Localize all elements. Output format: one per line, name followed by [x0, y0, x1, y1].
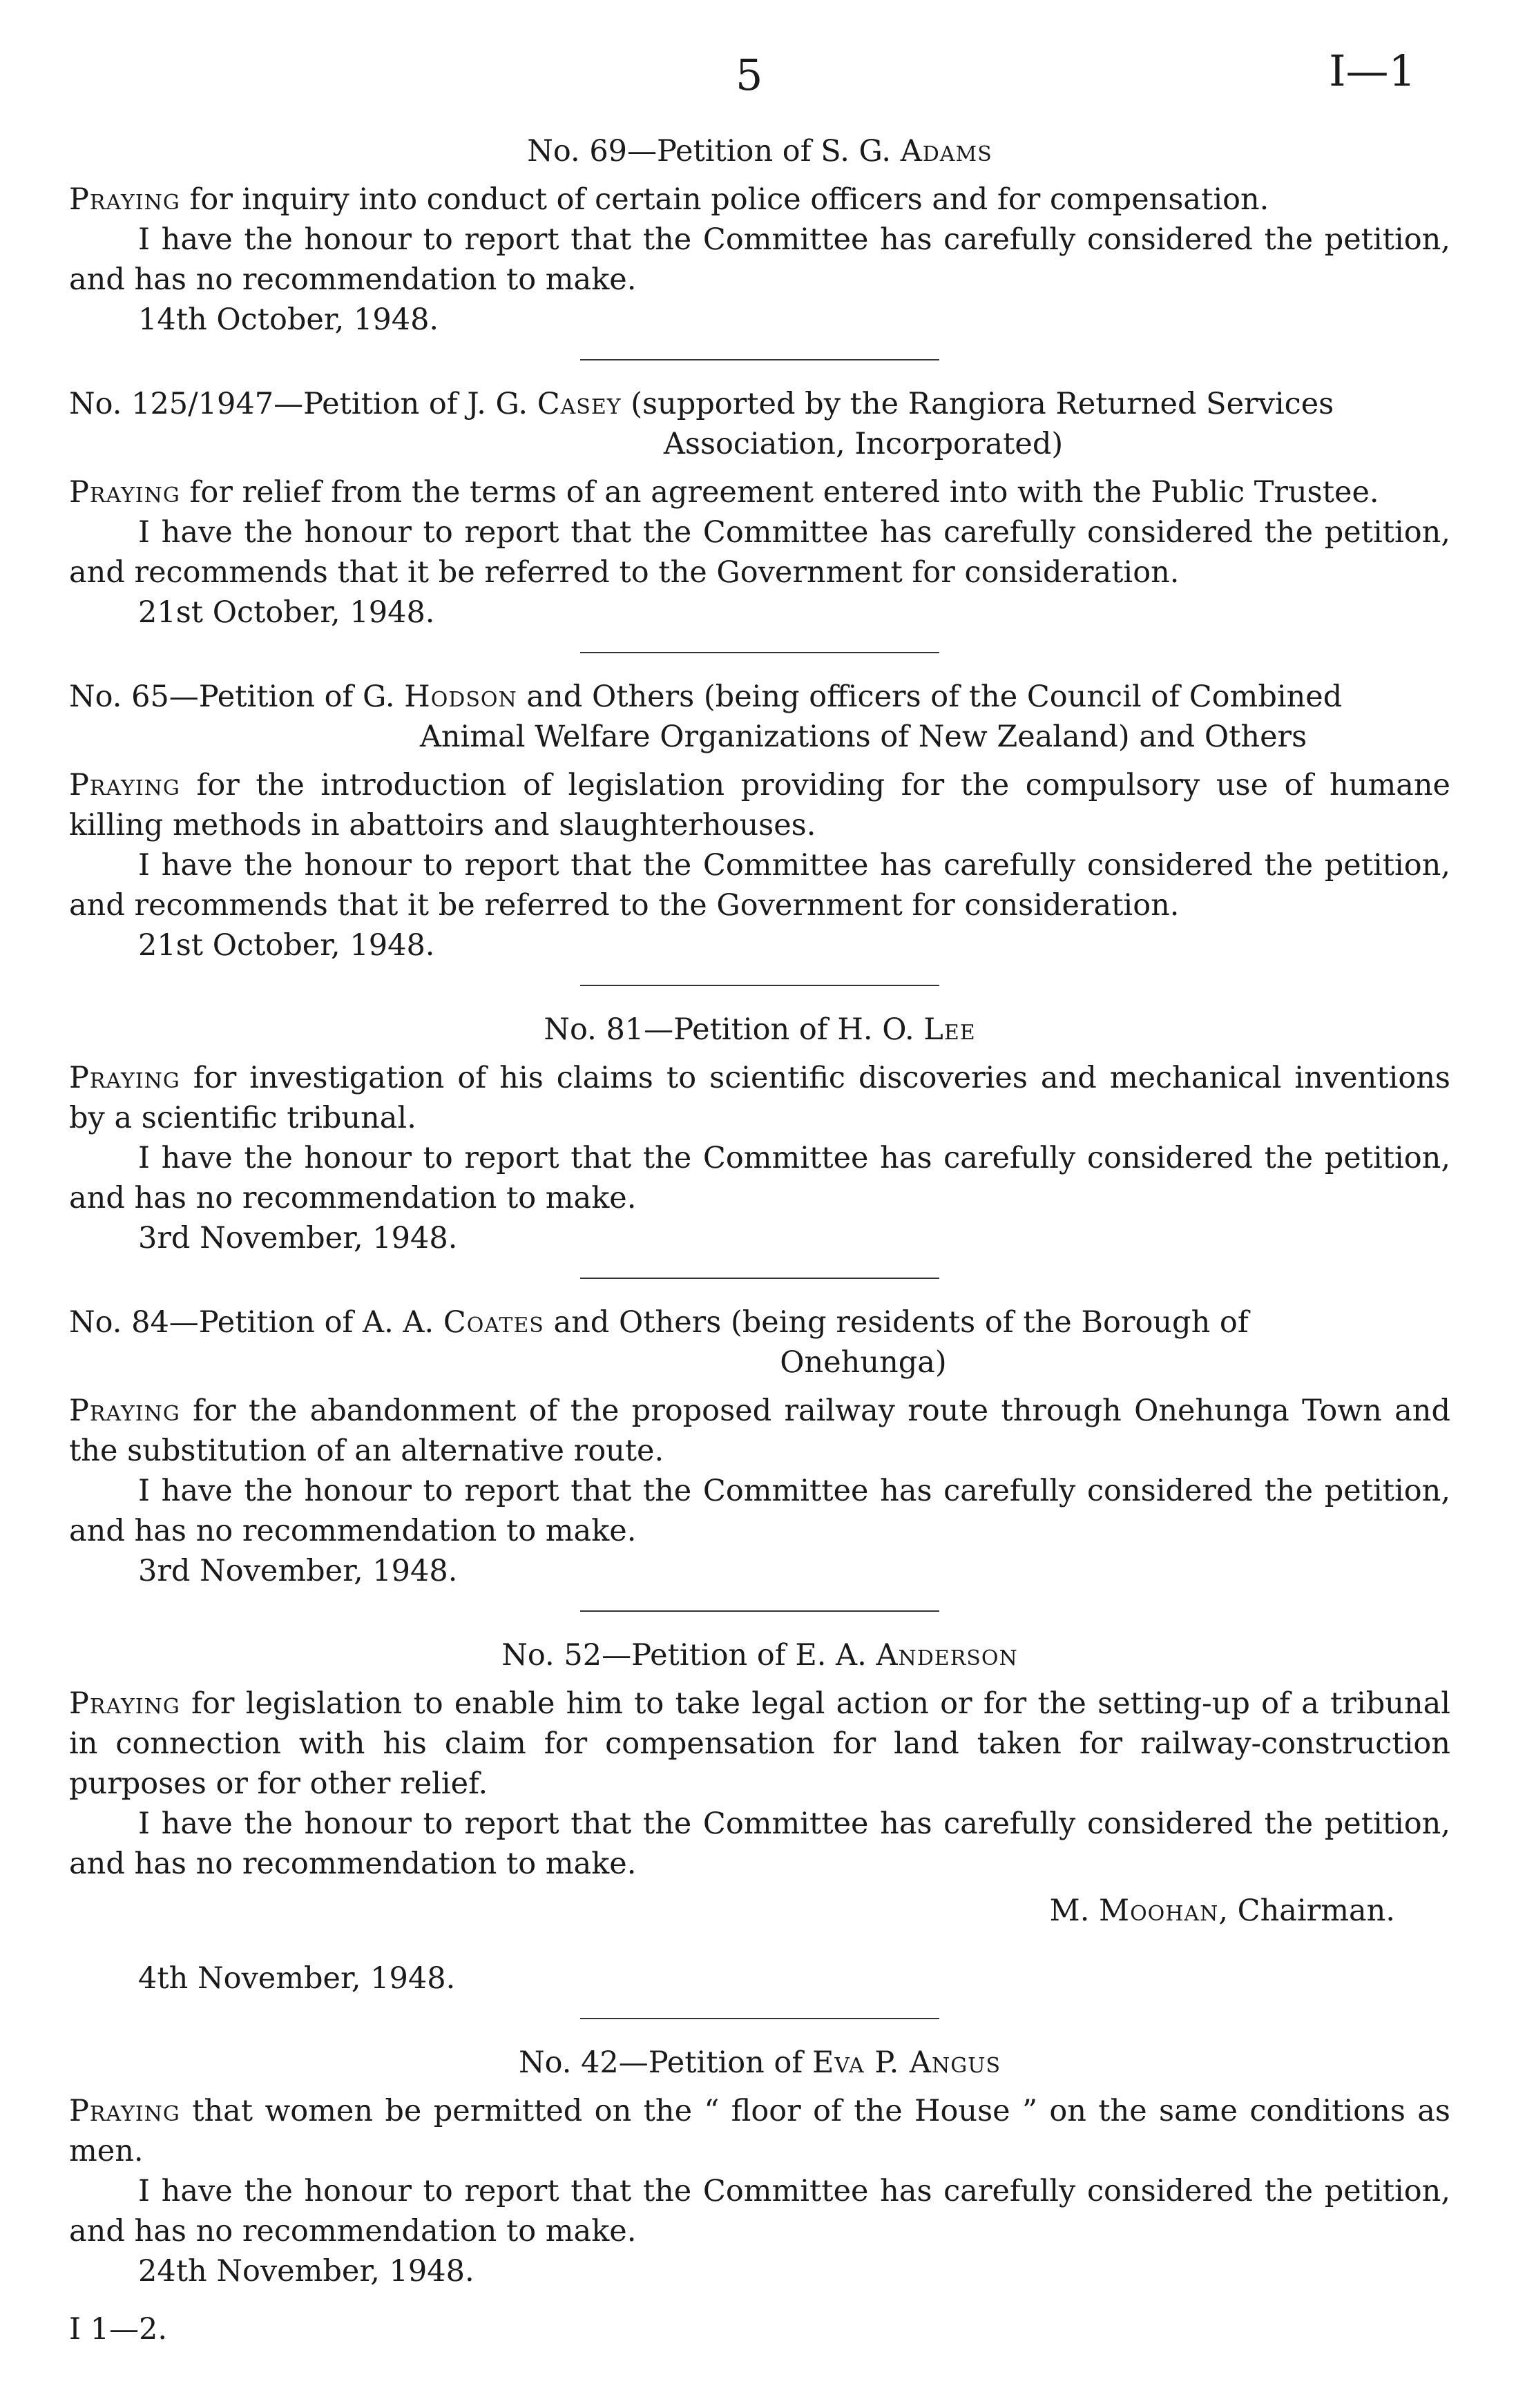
section-divider — [580, 2018, 939, 2019]
section-divider — [580, 985, 939, 986]
petitioner-name: Coates — [443, 1305, 544, 1340]
petition-52 — [69, 1635, 1450, 1998]
petition-title: No. 52—Petition of E. A. Anderson — [501, 1638, 1018, 1673]
section-divider — [580, 1610, 939, 1612]
petition-prayer: Praying for the introduction of legislation providing for the compulsory use of humane killing methods in abattoirs and slaughterhouses. — [69, 768, 1450, 842]
petition-title: No. 65—Petition of G. Hodson and Others (being officers of the Council of Combined Animal Welfare Organizations of New Zealand) and Others — [69, 680, 1343, 754]
report-date: 14th October, 1948. — [138, 302, 439, 337]
committee-report: I have the honour to report that the Committee has carefully considered the petition, and has no recommendation to make. — [69, 222, 1450, 297]
petition-prayer: Praying for the abandonment of the proposed railway route through Onehunga Town and the substitution of an alternative route. — [69, 1394, 1450, 1468]
petition-title: No. 42—Petition of Eva P. Angus — [518, 2045, 1001, 2080]
petition-title: No. 69—Petition of S. G. Adams — [527, 134, 992, 168]
committee-report: I have the honour to report that the Committee has carefully considered the petition, and has no recommendation to make. — [69, 1141, 1450, 1215]
petition-title: No. 81—Petition of H. O. Lee — [544, 1012, 976, 1047]
petition-prayer: Praying that women be permitted on the “ floor of the House ” on the same conditions as men. — [69, 2094, 1450, 2168]
page-number: 5 — [736, 50, 763, 100]
petitioner-name: Casey — [537, 387, 622, 421]
report-date: 3rd November, 1948. — [138, 1221, 458, 1255]
petitioner-name: Adams — [900, 134, 992, 168]
report-date: 21st October, 1948. — [138, 928, 435, 963]
petitioner-name: Eva P. Angus — [812, 2045, 1001, 2080]
report-date: 21st October, 1948. — [138, 595, 435, 630]
petitioner-name: Hodson — [404, 680, 517, 714]
report-date: 4th November, 1948. — [138, 1961, 456, 1996]
petitioner-name: Anderson — [876, 1638, 1018, 1673]
page-header — [69, 0, 1450, 131]
petition-69 — [69, 131, 1450, 340]
petition-prayer: Praying for investigation of his claims to scientific discoveries and mechanical inventions by a scientific tribunal. — [69, 1061, 1450, 1135]
printer-signature-code: I 1—2. — [69, 2312, 168, 2347]
committee-report: I have the honour to report that the Committee has carefully considered the petition, and has no recommendation to make. — [69, 1807, 1450, 1881]
petitioner-name: Lee — [923, 1012, 976, 1047]
report-date: 24th November, 1948. — [138, 2254, 474, 2289]
committee-report: I have the honour to report that the Committee has carefully considered the petition, and recommends that it be referred to the Government for consideration. — [69, 848, 1450, 923]
petition-42 — [69, 2043, 1450, 2291]
petition-125-1947 — [69, 384, 1450, 633]
petition-prayer: Praying for legislation to enable him to take legal action or for the setting-up of a tribunal in connection with his claim for compensation for land taken for railway-construction purposes or for other relief. — [69, 1686, 1450, 1801]
petition-prayer: Praying for inquiry into conduct of certain police officers and for compensation. — [69, 182, 1269, 217]
chairman-signature: M. Moohan, Chairman. — [1049, 1894, 1395, 1928]
petition-title: No. 125/1947—Petition of J. G. Casey (supported by the Rangiora Returned Services Association, Incorporated) — [69, 387, 1334, 461]
section-divider — [580, 1278, 939, 1279]
report-date: 3rd November, 1948. — [138, 1554, 458, 1588]
petition-84 — [69, 1302, 1450, 1591]
section-divider — [580, 359, 939, 360]
section-divider — [580, 652, 939, 653]
committee-report: I have the honour to report that the Committee has carefully considered the petition, and recommends that it be referred to the Government for consideration. — [69, 515, 1450, 590]
series-reference: I—1 — [1329, 46, 1416, 96]
petition-prayer: Praying for relief from the terms of an agreement entered into with the Public Trustee. — [69, 475, 1379, 510]
petition-title: No. 84—Petition of A. A. Coates and Others (being residents of the Borough of Onehunga) — [69, 1305, 1249, 1380]
petition-65 — [69, 677, 1450, 965]
committee-report: I have the honour to report that the Committee has carefully considered the petition, and has no recommendation to make. — [69, 2174, 1450, 2248]
committee-report: I have the honour to report that the Committee has carefully considered the petition, and has no recommendation to make. — [69, 1474, 1450, 1548]
petition-81 — [69, 1010, 1450, 1258]
document-page — [69, 0, 1450, 2347]
